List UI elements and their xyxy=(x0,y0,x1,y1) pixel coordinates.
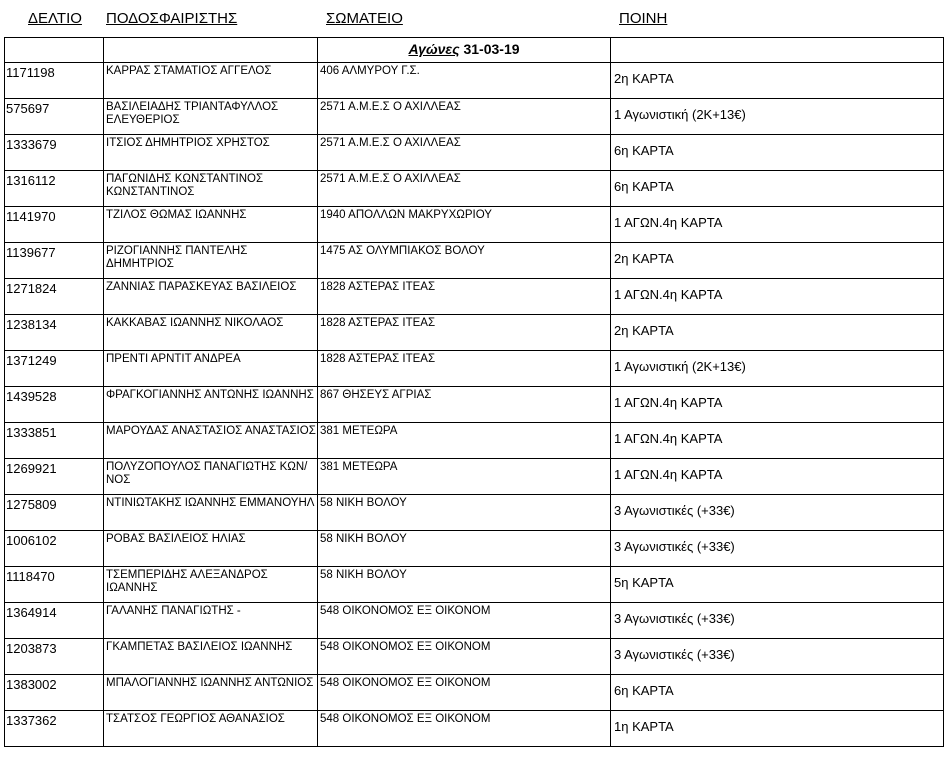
table-row xyxy=(5,279,944,315)
deltio-cell: 1333851 xyxy=(5,423,104,459)
club-cell: 1828 ΑΣΤΕΡΑΣ ΙΤΕΑΣ xyxy=(318,351,611,387)
table-row xyxy=(5,351,944,387)
club-cell: 1940 ΑΠΟΛΛΩΝ ΜΑΚΡΥΧΩΡΙΟΥ xyxy=(318,207,611,243)
penalty-cell: 2η ΚΑΡΤΑ xyxy=(611,315,944,351)
deltio-cell: 1139677 xyxy=(5,243,104,279)
table-row xyxy=(5,675,944,711)
penalty-cell: 1 Αγωνιστική (2Κ+13€) xyxy=(611,99,944,135)
penalty-cell: 2η ΚΑΡΤΑ xyxy=(611,63,944,99)
table-row xyxy=(5,387,944,423)
deltio-cell: 1006102 xyxy=(5,531,104,567)
penalty-cell: 1 ΑΓΩΝ.4η ΚΑΡΤΑ xyxy=(611,423,944,459)
deltio-cell: 1203873 xyxy=(5,639,104,675)
club-cell: 58 ΝΙΚΗ ΒΟΛΟΥ xyxy=(318,567,611,603)
date-section-row xyxy=(5,38,944,63)
player-name-cell: ΖΑΝΝΙΑΣ ΠΑΡΑΣΚΕΥΑΣ ΒΑΣΙΛΕΙΟΣ xyxy=(104,279,318,315)
player-name-cell: ΤΣΑΤΣΟΣ ΓΕΩΡΓΙΟΣ ΑΘΑΝΑΣΙΟΣ xyxy=(104,711,318,747)
table-row xyxy=(5,207,944,243)
club-cell: 548 ΟΙΚΟΝΟΜΟΣ ΕΞ ΟΙΚΟΝΟΜ xyxy=(318,639,611,675)
penalty-cell: 1 ΑΓΩΝ.4η ΚΑΡΤΑ xyxy=(611,279,944,315)
player-name-cell: ΤΣΕΜΠΕΡΙΔΗΣ ΑΛΕΞΑΝΔΡΟΣ ΙΩΑΝΝΗΣ xyxy=(104,567,318,603)
player-name-cell: ΤΖΙΛΟΣ ΘΩΜΑΣ ΙΩΑΝΝΗΣ xyxy=(104,207,318,243)
table-row xyxy=(5,495,944,531)
penalty-cell: 3 Αγωνιστικές (+33€) xyxy=(611,603,944,639)
club-cell: 2571 Α.Μ.Ε.Σ Ο ΑΧΙΛΛΕΑΣ xyxy=(318,135,611,171)
player-name-cell: ΚΑΡΡΑΣ ΣΤΑΜΑΤΙΟΣ ΑΓΓΕΛΟΣ xyxy=(104,63,318,99)
club-cell: 406 ΑΛΜΥΡΟΥ Γ.Σ. xyxy=(318,63,611,99)
club-cell: 2571 Α.Μ.Ε.Σ Ο ΑΧΙΛΛΕΑΣ xyxy=(318,99,611,135)
player-name-cell: ΡΙΖΟΓΙΑΝΝΗΣ ΠΑΝΤΕΛΗΣ ΔΗΜΗΤΡΙΟΣ xyxy=(104,243,318,279)
club-cell: 381 ΜΕΤΕΩΡΑ xyxy=(318,459,611,495)
penalty-cell: 6η ΚΑΡΤΑ xyxy=(611,171,944,207)
deltio-cell: 1141970 xyxy=(5,207,104,243)
deltio-cell: 1118470 xyxy=(5,567,104,603)
header-penalty: ΠΟΙΝΗ xyxy=(619,10,668,27)
table-row xyxy=(5,531,944,567)
deltio-cell: 1238134 xyxy=(5,315,104,351)
player-name-cell: ΠΡΕΝΤΙ ΑΡΝΤΙΤ ΑΝΔΡΕΑ xyxy=(104,351,318,387)
table-row xyxy=(5,171,944,207)
section-date: 31-03-19 xyxy=(463,41,520,57)
penalties-table xyxy=(4,37,944,747)
table-row xyxy=(5,135,944,171)
deltio-cell: 1371249 xyxy=(5,351,104,387)
deltio-cell: 1337362 xyxy=(5,711,104,747)
penalty-cell: 3 Αγωνιστικές (+33€) xyxy=(611,531,944,567)
player-name-cell: ΙΤΣΙΟΣ ΔΗΜΗΤΡΙΟΣ ΧΡΗΣΤΟΣ xyxy=(104,135,318,171)
deltio-cell: 1316112 xyxy=(5,171,104,207)
penalty-cell: 6η ΚΑΡΤΑ xyxy=(611,135,944,171)
player-name-cell: ΡΟΒΑΣ ΒΑΣΙΛΕΙΟΣ ΗΛΙΑΣ xyxy=(104,531,318,567)
player-name-cell: ΒΑΣΙΛΕΙΑΔΗΣ ΤΡΙΑΝΤΑΦΥΛΛΟΣ ΕΛΕΥΘΕΡΙΟΣ xyxy=(104,99,318,135)
table-row xyxy=(5,423,944,459)
table-row xyxy=(5,99,944,135)
deltio-cell: 1271824 xyxy=(5,279,104,315)
club-cell: 867 ΘΗΣΕΥΣ ΑΓΡΙΑΣ xyxy=(318,387,611,423)
player-name-cell: ΜΑΡΟΥΔΑΣ ΑΝΑΣΤΑΣΙΟΣ ΑΝΑΣΤΑΣΙΟΣ xyxy=(104,423,318,459)
player-name-cell: ΦΡΑΓΚΟΓΙΑΝΝΗΣ ΑΝΤΩΝΗΣ ΙΩΑΝΝΗΣ xyxy=(104,387,318,423)
empty-cell xyxy=(611,38,944,63)
table-row xyxy=(5,567,944,603)
club-cell: 1828 ΑΣΤΕΡΑΣ ΙΤΕΑΣ xyxy=(318,279,611,315)
deltio-cell: 1333679 xyxy=(5,135,104,171)
table-row xyxy=(5,603,944,639)
penalty-cell: 3 Αγωνιστικές (+33€) xyxy=(611,639,944,675)
deltio-cell: 575697 xyxy=(5,99,104,135)
deltio-cell: 1383002 xyxy=(5,675,104,711)
deltio-cell: 1269921 xyxy=(5,459,104,495)
deltio-cell: 1275809 xyxy=(5,495,104,531)
penalty-cell: 2η ΚΑΡΤΑ xyxy=(611,243,944,279)
club-cell: 548 ΟΙΚΟΝΟΜΟΣ ΕΞ ΟΙΚΟΝΟΜ xyxy=(318,711,611,747)
penalty-cell: 1 ΑΓΩΝ.4η ΚΑΡΤΑ xyxy=(611,459,944,495)
player-name-cell: ΠΑΓΩΝΙΔΗΣ ΚΩΝΣΤΑΝΤΙΝΟΣ ΚΩΝΣΤΑΝΤΙΝΟΣ xyxy=(104,171,318,207)
empty-cell xyxy=(5,38,104,63)
player-name-cell: ΓΚΑΜΠΕΤΑΣ ΒΑΣΙΛΕΙΟΣ ΙΩΑΝΝΗΣ xyxy=(104,639,318,675)
header-player: ΠΟΔΟΣΦΑΙΡΙΣΤΗΣ xyxy=(106,10,238,27)
header-deltio: ΔΕΛΤΙΟ xyxy=(28,10,82,27)
header-club: ΣΩΜΑΤΕΙΟ xyxy=(326,10,403,27)
club-cell: 58 ΝΙΚΗ ΒΟΛΟΥ xyxy=(318,495,611,531)
club-cell: 548 ΟΙΚΟΝΟΜΟΣ ΕΞ ΟΙΚΟΝΟΜ xyxy=(318,603,611,639)
club-cell: 1475 ΑΣ ΟΛΥΜΠΙΑΚΟΣ ΒΟΛΟΥ xyxy=(318,243,611,279)
table-row xyxy=(5,711,944,747)
table-row xyxy=(5,63,944,99)
player-name-cell: ΠΟΛΥΖΟΠΟΥΛΟΣ ΠΑΝΑΓΙΩΤΗΣ ΚΩΝ/ΝΟΣ xyxy=(104,459,318,495)
table-row xyxy=(5,459,944,495)
penalty-cell: 1 ΑΓΩΝ.4η ΚΑΡΤΑ xyxy=(611,207,944,243)
player-name-cell: ΚΑΚΚΑΒΑΣ ΙΩΑΝΝΗΣ ΝΙΚΟΛΑΟΣ xyxy=(104,315,318,351)
section-date-heading xyxy=(318,38,611,63)
club-cell: 58 ΝΙΚΗ ΒΟΛΟΥ xyxy=(318,531,611,567)
deltio-cell: 1364914 xyxy=(5,603,104,639)
player-name-cell: ΓΑΛΑΝΗΣ ΠΑΝΑΓΙΩΤΗΣ - xyxy=(104,603,318,639)
penalty-cell: 5η ΚΑΡΤΑ xyxy=(611,567,944,603)
table-row xyxy=(5,639,944,675)
club-cell: 548 ΟΙΚΟΝΟΜΟΣ ΕΞ ΟΙΚΟΝΟΜ xyxy=(318,675,611,711)
deltio-cell: 1439528 xyxy=(5,387,104,423)
penalty-cell: 1 ΑΓΩΝ.4η ΚΑΡΤΑ xyxy=(611,387,944,423)
club-cell: 381 ΜΕΤΕΩΡΑ xyxy=(318,423,611,459)
table-row xyxy=(5,315,944,351)
club-cell: 1828 ΑΣΤΕΡΑΣ ΙΤΕΑΣ xyxy=(318,315,611,351)
deltio-cell: 1171198 xyxy=(5,63,104,99)
player-name-cell: ΝΤΙΝΙΩΤΑΚΗΣ ΙΩΑΝΝΗΣ ΕΜΜΑΝΟΥΗΛ xyxy=(104,495,318,531)
penalty-cell: 1 Αγωνιστική (2Κ+13€) xyxy=(611,351,944,387)
penalty-cell: 1η ΚΑΡΤΑ xyxy=(611,711,944,747)
penalty-cell: 3 Αγωνιστικές (+33€) xyxy=(611,495,944,531)
empty-cell xyxy=(104,38,318,63)
section-label: Αγώνες xyxy=(408,41,460,57)
penalty-cell: 6η ΚΑΡΤΑ xyxy=(611,675,944,711)
player-name-cell: ΜΠΑΛΟΓΙΑΝΝΗΣ ΙΩΑΝΝΗΣ ΑΝΤΩΝΙΟΣ xyxy=(104,675,318,711)
table-row xyxy=(5,243,944,279)
club-cell: 2571 Α.Μ.Ε.Σ Ο ΑΧΙΛΛΕΑΣ xyxy=(318,171,611,207)
